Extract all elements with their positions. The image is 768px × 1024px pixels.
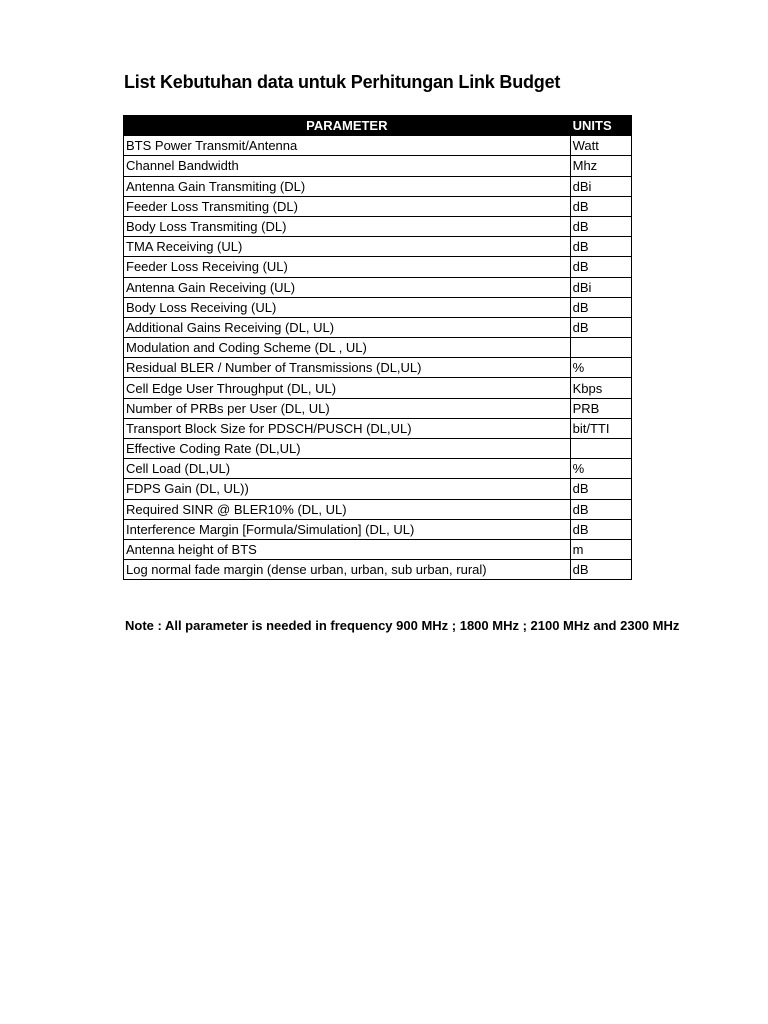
table-row <box>124 156 632 176</box>
table-row <box>124 317 632 337</box>
parameter-cell: Effective Coding Rate (DL,UL) <box>124 439 571 459</box>
units-cell: Mhz <box>570 156 631 176</box>
table-row <box>124 560 632 580</box>
units-cell: dB <box>570 216 631 236</box>
units-cell: dB <box>570 257 631 277</box>
units-cell: bit/TTI <box>570 418 631 438</box>
table-row <box>124 176 632 196</box>
table-row <box>124 519 632 539</box>
units-cell: dB <box>570 237 631 257</box>
parameter-cell: Cell Load (DL,UL) <box>124 459 571 479</box>
parameter-cell: Additional Gains Receiving (DL, UL) <box>124 317 571 337</box>
units-cell: % <box>570 459 631 479</box>
table-row <box>124 459 632 479</box>
units-cell: dB <box>570 560 631 580</box>
table-row <box>124 338 632 358</box>
units-cell: dB <box>570 519 631 539</box>
units-cell <box>570 338 631 358</box>
units-cell: Watt <box>570 136 631 156</box>
table-row <box>124 237 632 257</box>
table-row <box>124 136 632 156</box>
parameter-cell: Antenna Gain Receiving (UL) <box>124 277 571 297</box>
parameter-cell: Channel Bandwidth <box>124 156 571 176</box>
table-row <box>124 539 632 559</box>
units-cell: m <box>570 539 631 559</box>
units-cell: Kbps <box>570 378 631 398</box>
column-header-parameter: PARAMETER <box>124 116 571 136</box>
table-row <box>124 277 632 297</box>
parameter-cell: Cell Edge User Throughput (DL, UL) <box>124 378 571 398</box>
table-row <box>124 418 632 438</box>
parameter-cell: Body Loss Receiving (UL) <box>124 297 571 317</box>
parameter-cell: Required SINR @ BLER10% (DL, UL) <box>124 499 571 519</box>
parameter-cell: Feeder Loss Receiving (UL) <box>124 257 571 277</box>
parameter-cell: Feeder Loss Transmiting (DL) <box>124 196 571 216</box>
column-header-units: UNITS <box>570 116 631 136</box>
units-cell: PRB <box>570 398 631 418</box>
table-row <box>124 358 632 378</box>
parameter-cell: Transport Block Size for PDSCH/PUSCH (DL,UL) <box>124 418 571 438</box>
units-cell: dB <box>570 499 631 519</box>
parameter-cell: BTS Power Transmit/Antenna <box>124 136 571 156</box>
parameter-cell: FDPS Gain (DL, UL)) <box>124 479 571 499</box>
table-row <box>124 398 632 418</box>
table-row <box>124 439 632 459</box>
table-row <box>124 257 632 277</box>
table-row <box>124 196 632 216</box>
parameter-cell: Interference Margin [Formula/Simulation] (DL, UL) <box>124 519 571 539</box>
table-row <box>124 479 632 499</box>
parameter-cell: Antenna height of BTS <box>124 539 571 559</box>
units-cell: dB <box>570 196 631 216</box>
parameter-cell: Residual BLER / Number of Transmissions (DL,UL) <box>124 358 571 378</box>
table-row <box>124 297 632 317</box>
units-cell: % <box>570 358 631 378</box>
units-cell: dB <box>570 317 631 337</box>
table-row <box>124 378 632 398</box>
parameter-cell: Number of PRBs per User (DL, UL) <box>124 398 571 418</box>
parameter-cell: Modulation and Coding Scheme (DL , UL) <box>124 338 571 358</box>
units-cell: dB <box>570 479 631 499</box>
parameter-cell: Antenna Gain Transmiting (DL) <box>124 176 571 196</box>
units-cell: dB <box>570 297 631 317</box>
parameter-table <box>123 115 632 580</box>
table-body <box>124 136 632 580</box>
frequency-note: Note : All parameter is needed in frequency 900 MHz ; 1800 MHz ; 2100 MHz and 2300 MHz <box>125 618 680 633</box>
units-cell: dBi <box>570 176 631 196</box>
table-row <box>124 499 632 519</box>
units-cell <box>570 439 631 459</box>
table-header-row <box>124 116 632 136</box>
parameter-cell: Log normal fade margin (dense urban, urban, sub urban, rural) <box>124 560 571 580</box>
parameter-cell: TMA Receiving (UL) <box>124 237 571 257</box>
table-row <box>124 216 632 236</box>
parameter-cell: Body Loss Transmiting (DL) <box>124 216 571 236</box>
units-cell: dBi <box>570 277 631 297</box>
page-title: List Kebutuhan data untuk Perhitungan Link Budget <box>124 72 561 92</box>
